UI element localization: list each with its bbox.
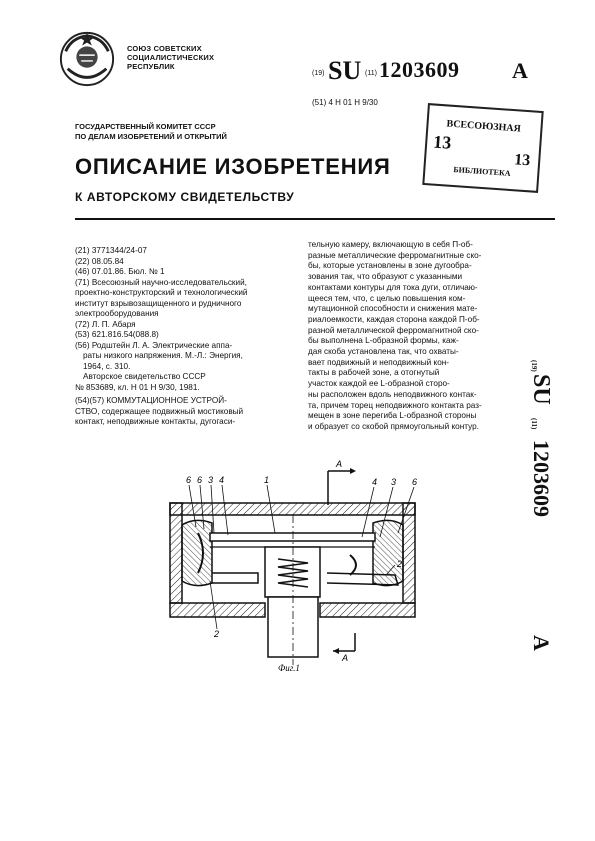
biblio-line: (72) Л. П. Абаря <box>75 319 136 329</box>
biblio-line: электрооборудования <box>75 309 159 318</box>
callout-2-right: 2 <box>397 559 403 569</box>
housing-right-wall <box>403 503 415 603</box>
vertical-country: SU <box>528 374 554 405</box>
callout-6-right: 6 <box>412 477 418 487</box>
biblio-line: Авторское свидетельство СССР <box>83 372 206 381</box>
biblio-line: (56) Родштейн Л. А. Электрические аппа- <box>75 340 233 350</box>
document-subtitle: К АВТОРСКОМУ СВИДЕТЕЛЬСТВУ <box>75 190 295 204</box>
document-title: ОПИСАНИЕ ИЗОБРЕТЕНИЯ <box>75 154 391 179</box>
section-label-bottom: А <box>342 653 349 663</box>
claim-line: вает подвижный и неподвижный кон- <box>308 357 449 367</box>
claim-line: и образует со скобой прямоугольный контур. <box>308 421 479 431</box>
claim-line: щееся тем, что, с целью повышения ком- <box>308 293 466 303</box>
biblio-line: институт взрывозащищенного и рудничного <box>75 298 242 308</box>
spring-housing <box>265 547 320 597</box>
callout-6a: 6 <box>186 475 192 485</box>
claim-line: бы выполнена L-образной формы, каж- <box>308 336 459 346</box>
claim-line: бы, которые установлены в зоне дугообра- <box>308 261 472 271</box>
claim-line: мещен в зоне перегиба L-образной стороны <box>308 411 477 421</box>
claim-line: разные металлические ферромагнитные ско- <box>308 250 482 260</box>
technical-drawing <box>140 455 445 675</box>
biblio-line: (71) Всесоюзный научно-исследовательский, <box>75 277 247 287</box>
biblio-line: (46) 07.01.86. Бюл. № 1 <box>75 267 165 276</box>
housing-left-wall <box>170 503 182 603</box>
biblio-line: (54)(57) КОММУТАЦИОННОЕ УСТРОЙ- <box>75 396 227 405</box>
callout-6b: 6 <box>197 475 203 485</box>
org-line: СОЦИАЛИСТИЧЕСКИХ <box>127 53 215 62</box>
ipc-classification: (51) 4 Н 01 Н 9/30 <box>312 98 378 107</box>
inid-code-11: (11) <box>365 70 377 77</box>
bibliographic-data <box>75 246 300 428</box>
base-right <box>320 603 415 617</box>
callout-1: 1 <box>264 475 270 485</box>
biblio-line: № 853689, кл. Н 01 Н 9/30, 1981. <box>75 382 200 392</box>
claim-line: зования так, что образуют с указанными <box>308 272 463 282</box>
vertical-kind: A <box>529 635 554 651</box>
callout-3-right: 3 <box>391 477 397 487</box>
biblio-line: проектно-конструкторский и технологический <box>75 288 248 297</box>
claim-line: тельную камеру, включающую в себя П-об- <box>308 240 473 249</box>
callout-3: 3 <box>208 475 214 485</box>
claim-line: мутационной способности и снижения мате- <box>308 304 478 314</box>
claim-text <box>308 240 520 433</box>
patent-kind: A <box>512 58 528 83</box>
housing-top <box>170 503 415 515</box>
ussr-emblem-icon <box>58 30 116 88</box>
committee-line: ГОСУДАРСТВЕННЫЙ КОМИТЕТ СССР <box>75 122 216 131</box>
biblio-line: контакт, неподвижные контакты, дугогаси- <box>75 417 236 426</box>
stamp-line1: ВСЕСОЮЗНАЯ <box>446 118 522 135</box>
vertical-code19: (19) <box>530 360 538 372</box>
stamp-right-number: 13 <box>513 151 531 170</box>
biblio-line: СТВО, содержащее подвижный мостиковый <box>75 406 244 416</box>
stamp-line4: БИБЛИОТЕКА <box>453 165 511 178</box>
figure-caption: Фиг.1 <box>278 663 300 673</box>
vertical-number: 1203609 <box>529 440 554 517</box>
biblio-line: раты низкого напряжения. М.-Л.: Энергия, <box>83 351 243 360</box>
fixed-contact-left <box>212 573 258 583</box>
base-left <box>170 603 265 617</box>
bridge-contact <box>210 533 375 541</box>
claim-line: такты в рабочей зоне, а отогнутый <box>308 368 440 378</box>
claim-line: дая скоба установлена так, что охваты- <box>308 347 459 357</box>
country-code: SU <box>328 56 362 85</box>
callout-4: 4 <box>219 475 225 485</box>
org-line: СОЮЗ СОВЕТСКИХ <box>127 44 202 53</box>
header-divider <box>75 218 555 220</box>
library-stamp <box>422 103 543 193</box>
biblio-line: (53) 621.816.54(088.8) <box>75 330 159 339</box>
inid-code-19: (19) <box>312 70 325 77</box>
biblio-line: 1964, с. 310. <box>83 361 131 371</box>
arc-chute-right <box>373 520 403 585</box>
country-org-name <box>127 44 214 71</box>
patent-number: 1203609 <box>379 57 460 82</box>
vertical-code11: (11) <box>530 418 538 430</box>
section-label-top: А <box>336 459 343 469</box>
claim-line: участок каждой ее L-образной сторо- <box>308 379 450 389</box>
committee-name <box>75 122 227 142</box>
claim-line: разной металлической ферромагнитной ско- <box>308 325 479 335</box>
org-line: РЕСПУБЛИК <box>127 62 175 71</box>
vertical-patent-id <box>524 360 564 660</box>
stamp-left-number: 13 <box>432 131 452 153</box>
claim-line: та, причем торец неподвижного контакта раз- <box>308 400 482 410</box>
claim-line: ны расположен вдоль неподвижного контак- <box>308 389 477 399</box>
biblio-line: (22) 08.05.84 <box>75 256 124 266</box>
callout-2-left: 2 <box>214 629 220 639</box>
claim-line: риалоемкости, каждая сторона каждой П-об- <box>308 314 480 324</box>
claim-line: контактами контуры для тока дуги, отличаю- <box>308 282 478 292</box>
callout-4-right: 4 <box>372 477 378 487</box>
biblio-line: (21) 3771344/24-07 <box>75 246 147 255</box>
arc-chute-left <box>182 520 212 585</box>
committee-line: ПО ДЕЛАМ ИЗОБРЕТЕНИЙ И ОТКРЫТИЙ <box>75 132 227 141</box>
